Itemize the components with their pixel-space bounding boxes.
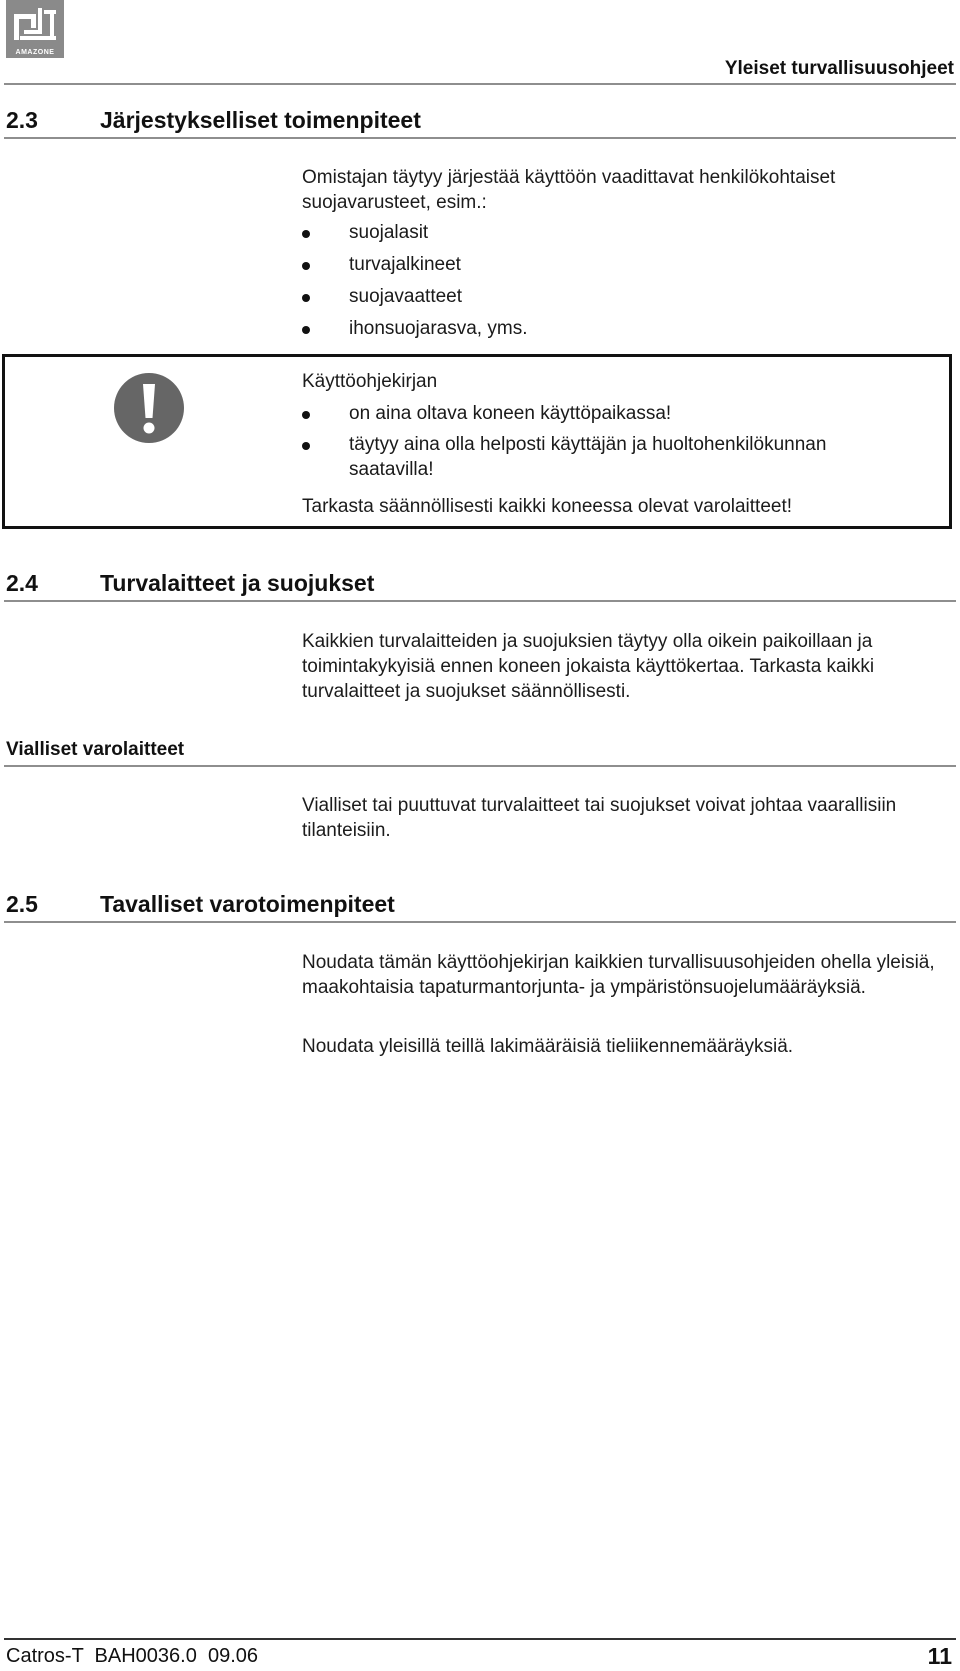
subsection-body: Vialliset tai puuttuvat turvalaitteet tai suojukset voivat johtaa vaarallisiin tilanteisiin.: [302, 795, 897, 841]
list-item: ihonsuojarasva, yms.: [302, 316, 942, 341]
section-title: Turvalaitteet ja suojukset: [100, 570, 375, 596]
section-number: 2.5: [6, 891, 38, 917]
header-title: Yleiset turvallisuusohjeet: [724, 58, 954, 79]
section-title: Tavalliset varotoimenpiteet: [100, 891, 395, 917]
bullet-icon: [302, 326, 310, 334]
section-paragraph-2: Noudata yleisillä teillä lakimääräisiä tieliikennemääräyksiä.: [302, 1036, 794, 1057]
intro-paragraph: Omistajan täytyy järjestää käyttöön vaadittavat henkilökohtaiset suojavarusteet, esim.:: [302, 167, 836, 213]
subsection-title: Vialliset varolaitteet: [6, 739, 185, 760]
section-rule: [4, 921, 956, 923]
header-rule: [4, 83, 956, 85]
section-number: 2.4: [6, 570, 38, 596]
bullet-icon: [302, 442, 310, 450]
list-item: turvajalkineet: [302, 252, 942, 277]
section-rule: [4, 137, 956, 139]
logo-mark-icon: [6, 0, 64, 48]
amazone-logo: [6, 0, 64, 58]
exclamation-icon: [113, 372, 185, 444]
list-item: suojavaatteet: [302, 284, 942, 309]
bullet-icon: [302, 262, 310, 270]
note-footer: Tarkasta säännöllisesti kaikki koneessa olevat varolaitteet!: [302, 496, 793, 517]
subsection-rule: [4, 765, 956, 767]
note-heading: Käyttöohjekirjan: [302, 371, 438, 392]
bullet-icon: [302, 230, 310, 238]
section-paragraph-1: Noudata tämän käyttöohjekirjan kaikkien turvallisuusohjeiden ohella yleisiä, maakohtaisia tapaturmantorjunta- ja ympäristönsuojelumääräyksiä.: [302, 952, 935, 998]
section-title: Järjestykselliset toimenpiteet: [100, 107, 421, 133]
footer-rule: [4, 1638, 956, 1640]
page-number: 11: [927, 1643, 952, 1669]
section-rule: [4, 600, 956, 602]
list-item: täytyy aina olla helposti käyttäjän ja huoltohenkilökunnan saatavilla!: [302, 432, 942, 482]
bullet-icon: [302, 411, 310, 419]
footer-doc-id: Catros-T BAH0036.0 09.06: [6, 1645, 258, 1667]
list-item: on aina oltava koneen käyttöpaikassa!: [302, 401, 942, 426]
list-item: suojalasit: [302, 220, 942, 245]
logo-text: AMAZONE: [15, 49, 55, 56]
bullet-icon: [302, 294, 310, 302]
section-number: 2.3: [6, 107, 38, 133]
section-body: Kaikkien turvalaitteiden ja suojuksien täytyy olla oikein paikoillaan ja toimintakykyisiä ennen koneen jokaista käyttökertaa. Tarkasta kaikki turvalaitteet ja suojukset säännöllisesti.: [302, 631, 875, 702]
